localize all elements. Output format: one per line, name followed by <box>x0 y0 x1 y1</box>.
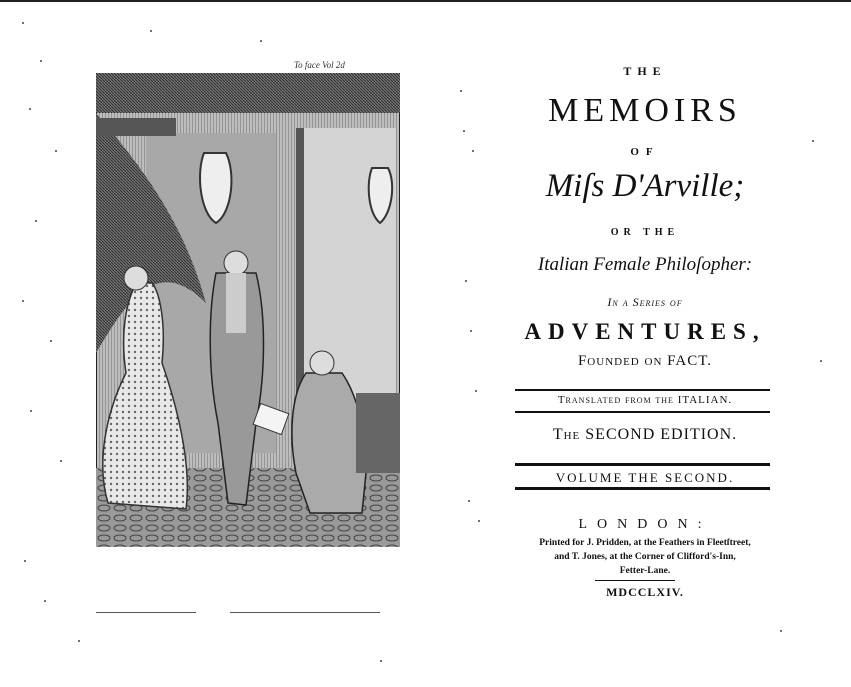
subtitle-or-the: OR THE <box>610 227 680 238</box>
subtitle-founded: Founded on FACT. <box>577 353 713 369</box>
volume-line: VOLUME THE SECOND. <box>555 470 735 485</box>
page-edge-line <box>230 612 380 613</box>
title-of: OF <box>630 146 660 158</box>
plate-inscription: To face Vol 2d <box>294 60 345 70</box>
imprint-line: and T. Jones, at the Corner of Clifford's-Inn, <box>554 552 736 562</box>
title-miss-darville: Miſs D'Arville; <box>545 168 745 204</box>
title-memoirs: MEMOIRS <box>548 92 742 129</box>
imprint-london: LONDON: <box>578 517 712 532</box>
page-edge-line <box>96 612 196 613</box>
rule <box>515 487 770 490</box>
subtitle-series: In a Series of <box>607 295 683 309</box>
subtitle-adventures: ADVENTURES, <box>524 319 766 344</box>
rule <box>595 580 675 581</box>
rule <box>515 411 770 413</box>
subtitle-italian: Italian Female Philoſopher: <box>537 254 753 275</box>
edition-line: The SECOND EDITION. <box>552 426 738 443</box>
translated-line: Translated from the ITALIAN. <box>557 394 733 406</box>
rule <box>515 389 770 391</box>
imprint-line: Fetter-Lane. <box>619 566 671 576</box>
frontispiece-engraving <box>96 73 400 547</box>
imprint-text <box>495 536 795 578</box>
rule <box>515 463 770 466</box>
imprint-line: Printed for J. Pridden, at the Feathers in Fleetſtreet, <box>539 538 751 548</box>
title-the: THE <box>623 64 667 78</box>
imprint-date: MDCCLXIV. <box>606 585 684 599</box>
top-border <box>0 0 851 2</box>
